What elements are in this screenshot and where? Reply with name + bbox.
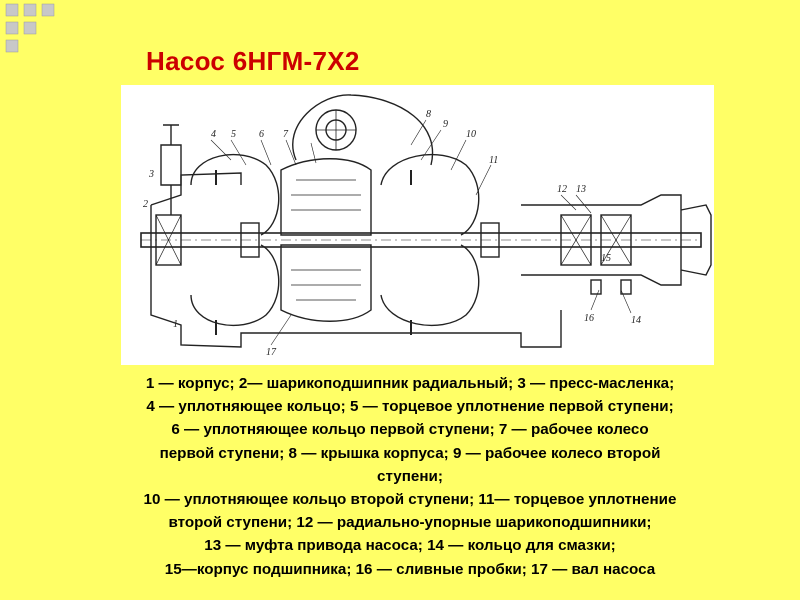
- diagram-label-9: 9: [443, 119, 448, 130]
- legend-line: ступени;: [377, 467, 443, 485]
- diagram-label-16: 16: [584, 313, 594, 324]
- diagram-label-6: 6: [259, 129, 264, 140]
- legend-line: первой ступени; 8 — крышка корпуса; 9 — рабочее колесо второй: [159, 444, 661, 462]
- diagram-label-1: 1: [173, 319, 178, 330]
- legend: [30, 372, 790, 581]
- legend-line: 6 — уплотняющее кольцо первой ступени; 7 — рабочее колесо: [171, 421, 649, 439]
- legend-line: 1 — корпус; 2— шарикоподшипник радиальный; 3 — пресс-масленка;: [145, 375, 675, 392]
- legend-line: 15—корпус подшипника; 16 — сливные пробки; 17 — вал насоса: [164, 560, 656, 578]
- diagram-label-10: 10: [466, 129, 476, 140]
- corner-decoration: [0, 0, 80, 56]
- diagram-label-14: 14: [631, 315, 641, 326]
- diagram-label-15: 15: [601, 253, 611, 264]
- diagram-label-13: 13: [576, 184, 586, 195]
- diagram-label-7: 7: [283, 129, 288, 140]
- diagram-label-17: 17: [266, 347, 276, 358]
- legend-line: 10 — уплотняющее кольцо второй ступени; 11— торцевое уплотнение: [143, 491, 677, 509]
- pump-cross-section: [121, 85, 714, 365]
- diagram-label-5: 5: [231, 129, 236, 140]
- diagram-label-8: 8: [426, 109, 431, 120]
- legend-line: 4 — уплотняющее кольцо; 5 — торцевое уплотнение первой ступени;: [146, 398, 674, 416]
- page-title: Насос 6НГМ-7Х2: [146, 46, 360, 76]
- legend-line: второй ступени; 12 — радиально-упорные шарикоподшипники;: [168, 514, 652, 532]
- pump-drawing: [121, 85, 714, 365]
- diagram-label-4: 4: [211, 129, 216, 140]
- diagram-label-3: 3: [149, 169, 154, 180]
- legend-line: 13 — муфта привода насоса; 14 — кольцо для смазки;: [204, 537, 616, 555]
- diagram-label-12: 12: [557, 184, 567, 195]
- diagram-label-2: 2: [143, 199, 148, 210]
- diagram-label-11: 11: [489, 155, 499, 166]
